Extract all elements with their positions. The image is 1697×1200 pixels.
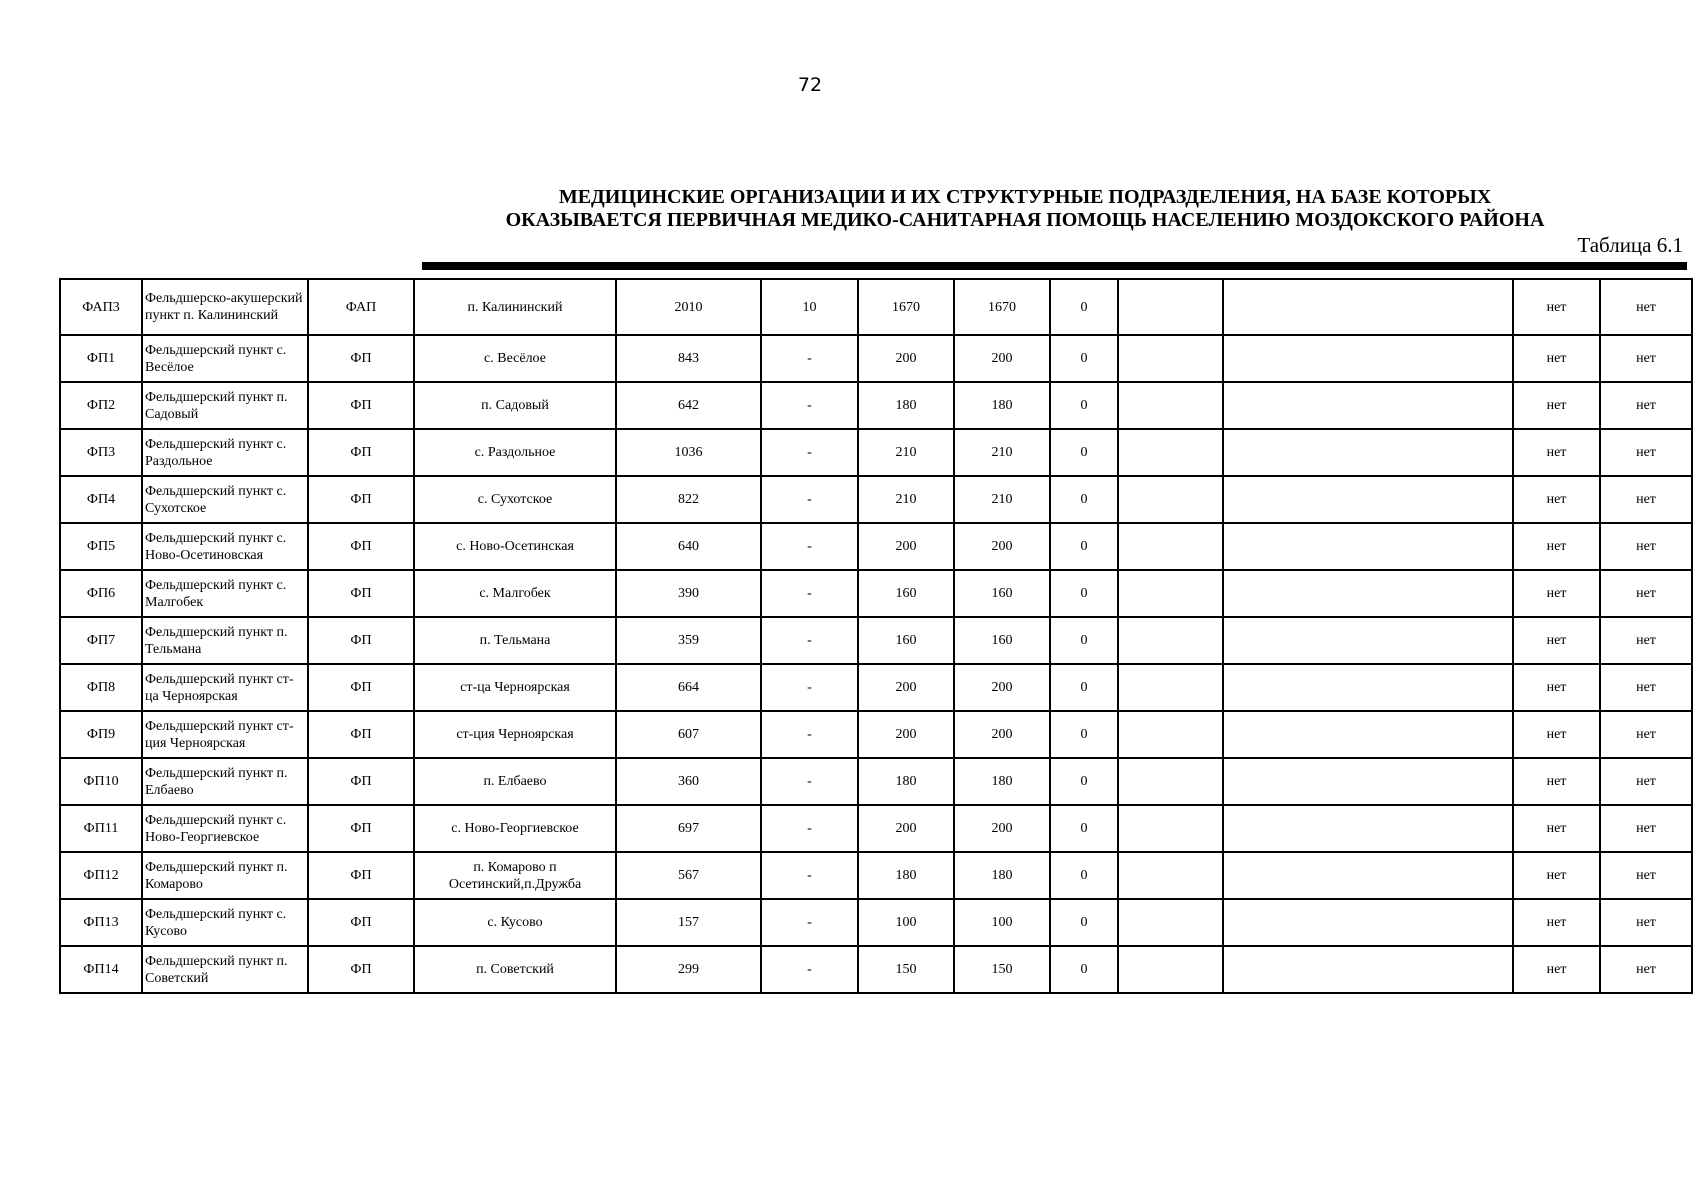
flag-cell: нет: [1600, 805, 1692, 852]
empty-cell: [1118, 429, 1223, 476]
flag-cell: нет: [1600, 664, 1692, 711]
flag-cell: нет: [1600, 279, 1692, 335]
code-cell: ФП13: [60, 899, 142, 946]
empty-cell: [1223, 523, 1513, 570]
name-cell: Фельдшерский пункт ст-ца Черноярская: [142, 664, 308, 711]
empty-cell: [1118, 523, 1223, 570]
empty-cell: [1118, 335, 1223, 382]
value-cell: 200: [954, 805, 1050, 852]
flag-cell: нет: [1513, 476, 1600, 523]
value-cell: -: [761, 899, 858, 946]
flag-cell: нет: [1600, 429, 1692, 476]
table-row: [60, 570, 1692, 617]
flag-cell: нет: [1600, 570, 1692, 617]
type-cell: ФП: [308, 946, 414, 993]
value-cell: -: [761, 664, 858, 711]
table-row: [60, 899, 1692, 946]
code-cell: ФП9: [60, 711, 142, 758]
value-cell: 210: [858, 429, 954, 476]
value-cell: 359: [616, 617, 761, 664]
type-cell: ФП: [308, 523, 414, 570]
table-row: [60, 279, 1692, 335]
empty-cell: [1223, 570, 1513, 617]
value-cell: 180: [954, 852, 1050, 899]
value-cell: -: [761, 852, 858, 899]
code-cell: ФП2: [60, 382, 142, 429]
value-cell: 640: [616, 523, 761, 570]
flag-cell: нет: [1513, 805, 1600, 852]
value-cell: -: [761, 382, 858, 429]
flag-cell: нет: [1513, 382, 1600, 429]
table-row: [60, 758, 1692, 805]
title-line-1: МЕДИЦИНСКИЕ ОРГАНИЗАЦИИ И ИХ СТРУКТУРНЫЕ ПОДРАЗДЕЛЕНИЯ, НА БАЗЕ КОТОРЫХ: [558, 186, 1492, 208]
value-cell: -: [761, 570, 858, 617]
table-row: [60, 335, 1692, 382]
value-cell: 0: [1050, 946, 1118, 993]
value-cell: 160: [954, 617, 1050, 664]
type-cell: ФП: [308, 335, 414, 382]
value-cell: 697: [616, 805, 761, 852]
value-cell: 160: [858, 570, 954, 617]
empty-cell: [1118, 852, 1223, 899]
locality-cell: с. Кусово: [414, 899, 616, 946]
name-cell: Фельдшерский пункт с. Малгобек: [142, 570, 308, 617]
value-cell: 180: [954, 758, 1050, 805]
empty-cell: [1223, 852, 1513, 899]
document-title: [420, 186, 1630, 232]
flag-cell: нет: [1513, 279, 1600, 335]
locality-cell: п. Елбаево: [414, 758, 616, 805]
empty-cell: [1118, 279, 1223, 335]
code-cell: ФП14: [60, 946, 142, 993]
type-cell: ФП: [308, 758, 414, 805]
locality-cell: с. Малгобек: [414, 570, 616, 617]
locality-cell: п. Калининский: [414, 279, 616, 335]
value-cell: 157: [616, 899, 761, 946]
value-cell: 200: [858, 335, 954, 382]
flag-cell: нет: [1600, 852, 1692, 899]
value-cell: 100: [954, 899, 1050, 946]
empty-cell: [1118, 664, 1223, 711]
table-row: [60, 382, 1692, 429]
empty-cell: [1118, 805, 1223, 852]
value-cell: 843: [616, 335, 761, 382]
value-cell: 390: [616, 570, 761, 617]
locality-cell: с. Ново-Георгиевское: [414, 805, 616, 852]
type-cell: ФП: [308, 476, 414, 523]
type-cell: ФП: [308, 570, 414, 617]
empty-cell: [1223, 946, 1513, 993]
organizations-table: [59, 278, 1693, 994]
table-body: [60, 279, 1692, 993]
code-cell: ФП5: [60, 523, 142, 570]
name-cell: Фельдшерский пункт п. Тельмана: [142, 617, 308, 664]
table-row: [60, 617, 1692, 664]
value-cell: 180: [858, 758, 954, 805]
empty-cell: [1118, 476, 1223, 523]
flag-cell: нет: [1513, 946, 1600, 993]
value-cell: 360: [616, 758, 761, 805]
code-cell: ФАП3: [60, 279, 142, 335]
flag-cell: нет: [1513, 664, 1600, 711]
table-row: [60, 852, 1692, 899]
value-cell: 200: [858, 711, 954, 758]
locality-cell: п. Тельмана: [414, 617, 616, 664]
locality-cell: с. Раздольное: [414, 429, 616, 476]
value-cell: 180: [954, 382, 1050, 429]
empty-cell: [1118, 899, 1223, 946]
name-cell: Фельдшерский пункт с. Сухотское: [142, 476, 308, 523]
value-cell: -: [761, 758, 858, 805]
table-row: [60, 711, 1692, 758]
empty-cell: [1223, 335, 1513, 382]
value-cell: 0: [1050, 429, 1118, 476]
value-cell: 1670: [954, 279, 1050, 335]
flag-cell: нет: [1600, 617, 1692, 664]
table-row: [60, 946, 1692, 993]
type-cell: ФП: [308, 899, 414, 946]
empty-cell: [1223, 429, 1513, 476]
empty-cell: [1118, 711, 1223, 758]
type-cell: ФАП: [308, 279, 414, 335]
code-cell: ФП10: [60, 758, 142, 805]
locality-cell: п. Садовый: [414, 382, 616, 429]
empty-cell: [1223, 758, 1513, 805]
code-cell: ФП6: [60, 570, 142, 617]
value-cell: 0: [1050, 476, 1118, 523]
code-cell: ФП8: [60, 664, 142, 711]
empty-cell: [1118, 382, 1223, 429]
empty-cell: [1223, 279, 1513, 335]
table-row: [60, 476, 1692, 523]
flag-cell: нет: [1600, 899, 1692, 946]
title-rule: [422, 262, 1687, 270]
name-cell: Фельдшерский пункт с. Ново-Осетиновская: [142, 523, 308, 570]
value-cell: 0: [1050, 664, 1118, 711]
value-cell: 210: [858, 476, 954, 523]
table-row: [60, 429, 1692, 476]
locality-cell: ст-ция Черноярская: [414, 711, 616, 758]
locality-cell: с. Ново-Осетинская: [414, 523, 616, 570]
table-caption: Таблица 6.1: [1577, 233, 1683, 257]
value-cell: -: [761, 805, 858, 852]
value-cell: 10: [761, 279, 858, 335]
type-cell: ФП: [308, 617, 414, 664]
value-cell: 0: [1050, 711, 1118, 758]
value-cell: -: [761, 711, 858, 758]
value-cell: 822: [616, 476, 761, 523]
name-cell: Фельдшерский пункт с. Кусово: [142, 899, 308, 946]
table-row: [60, 664, 1692, 711]
empty-cell: [1223, 476, 1513, 523]
code-cell: ФП1: [60, 335, 142, 382]
type-cell: ФП: [308, 429, 414, 476]
flag-cell: нет: [1600, 523, 1692, 570]
value-cell: 150: [858, 946, 954, 993]
value-cell: 642: [616, 382, 761, 429]
empty-cell: [1223, 805, 1513, 852]
type-cell: ФП: [308, 382, 414, 429]
value-cell: 180: [858, 852, 954, 899]
value-cell: 210: [954, 429, 1050, 476]
value-cell: -: [761, 476, 858, 523]
flag-cell: нет: [1600, 476, 1692, 523]
value-cell: 200: [954, 711, 1050, 758]
table-row: [60, 523, 1692, 570]
type-cell: ФП: [308, 711, 414, 758]
value-cell: 200: [954, 664, 1050, 711]
value-cell: 180: [858, 382, 954, 429]
code-cell: ФП3: [60, 429, 142, 476]
empty-cell: [1223, 382, 1513, 429]
flag-cell: нет: [1600, 758, 1692, 805]
locality-cell: ст-ца Черноярская: [414, 664, 616, 711]
value-cell: 200: [858, 805, 954, 852]
name-cell: Фельдшерский пункт с. Ново-Георгиевское: [142, 805, 308, 852]
value-cell: 567: [616, 852, 761, 899]
name-cell: Фельдшерско-акушерский пункт п. Калининский: [142, 279, 308, 335]
value-cell: 664: [616, 664, 761, 711]
flag-cell: нет: [1513, 758, 1600, 805]
value-cell: 200: [858, 664, 954, 711]
value-cell: -: [761, 946, 858, 993]
name-cell: Фельдшерский пункт п. Елбаево: [142, 758, 308, 805]
value-cell: 0: [1050, 805, 1118, 852]
value-cell: 0: [1050, 382, 1118, 429]
value-cell: 0: [1050, 852, 1118, 899]
value-cell: 200: [954, 523, 1050, 570]
name-cell: Фельдшерский пункт ст-ция Черноярская: [142, 711, 308, 758]
value-cell: -: [761, 335, 858, 382]
value-cell: 607: [616, 711, 761, 758]
flag-cell: нет: [1600, 382, 1692, 429]
name-cell: Фельдшерский пункт с. Весёлое: [142, 335, 308, 382]
value-cell: 210: [954, 476, 1050, 523]
flag-cell: нет: [1600, 335, 1692, 382]
flag-cell: нет: [1513, 335, 1600, 382]
value-cell: 1036: [616, 429, 761, 476]
locality-cell: с. Весёлое: [414, 335, 616, 382]
type-cell: ФП: [308, 805, 414, 852]
locality-cell: с. Сухотское: [414, 476, 616, 523]
value-cell: 1670: [858, 279, 954, 335]
empty-cell: [1223, 617, 1513, 664]
flag-cell: нет: [1513, 523, 1600, 570]
flag-cell: нет: [1513, 711, 1600, 758]
locality-cell: п. Комарово п Осетинский,п.Дружба: [414, 852, 616, 899]
name-cell: Фельдшерский пункт п. Комарово: [142, 852, 308, 899]
name-cell: Фельдшерский пункт с. Раздольное: [142, 429, 308, 476]
value-cell: 150: [954, 946, 1050, 993]
empty-cell: [1223, 711, 1513, 758]
value-cell: 0: [1050, 758, 1118, 805]
empty-cell: [1223, 664, 1513, 711]
value-cell: 2010: [616, 279, 761, 335]
value-cell: 100: [858, 899, 954, 946]
value-cell: 160: [858, 617, 954, 664]
empty-cell: [1118, 946, 1223, 993]
flag-cell: нет: [1513, 899, 1600, 946]
value-cell: 200: [954, 335, 1050, 382]
flag-cell: нет: [1513, 429, 1600, 476]
flag-cell: нет: [1600, 711, 1692, 758]
locality-cell: п. Советский: [414, 946, 616, 993]
name-cell: Фельдшерский пункт п. Садовый: [142, 382, 308, 429]
value-cell: 0: [1050, 570, 1118, 617]
flag-cell: нет: [1513, 852, 1600, 899]
value-cell: 200: [858, 523, 954, 570]
value-cell: -: [761, 617, 858, 664]
code-cell: ФП7: [60, 617, 142, 664]
value-cell: 0: [1050, 523, 1118, 570]
empty-cell: [1118, 570, 1223, 617]
value-cell: 160: [954, 570, 1050, 617]
value-cell: -: [761, 429, 858, 476]
page-number: 72: [797, 74, 823, 96]
code-cell: ФП12: [60, 852, 142, 899]
value-cell: 0: [1050, 899, 1118, 946]
type-cell: ФП: [308, 852, 414, 899]
flag-cell: нет: [1513, 617, 1600, 664]
code-cell: ФП11: [60, 805, 142, 852]
flag-cell: нет: [1600, 946, 1692, 993]
value-cell: 0: [1050, 335, 1118, 382]
code-cell: ФП4: [60, 476, 142, 523]
name-cell: Фельдшерский пункт п. Советский: [142, 946, 308, 993]
value-cell: 0: [1050, 279, 1118, 335]
flag-cell: нет: [1513, 570, 1600, 617]
title-line-2: ОКАЗЫВАЕТСЯ ПЕРВИЧНАЯ МЕДИКО-САНИТАРНАЯ ПОМОЩЬ НАСЕЛЕНИЮ МОЗДОКСКОГО РАЙОНА: [505, 209, 1545, 231]
value-cell: 299: [616, 946, 761, 993]
empty-cell: [1223, 899, 1513, 946]
value-cell: -: [761, 523, 858, 570]
value-cell: 0: [1050, 617, 1118, 664]
table-row: [60, 805, 1692, 852]
empty-cell: [1118, 758, 1223, 805]
empty-cell: [1118, 617, 1223, 664]
type-cell: ФП: [308, 664, 414, 711]
